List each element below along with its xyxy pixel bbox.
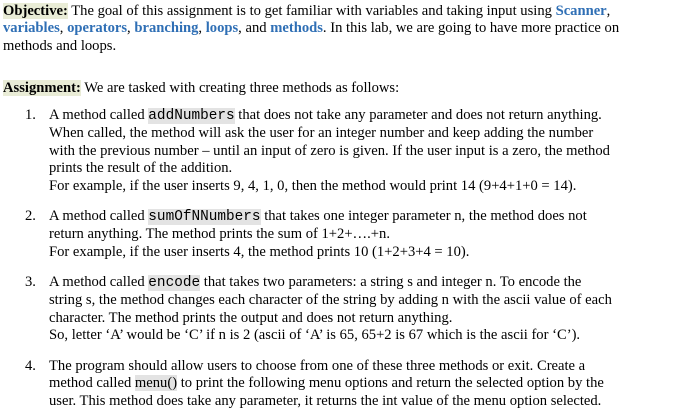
item-text: prints the result of the addition.: [49, 160, 233, 177]
keyword-loops: loops: [205, 20, 239, 37]
list-number: 1.: [25, 107, 36, 123]
item-text: that does not take any parameter and does not return anything.: [234, 107, 602, 123]
item-text: string s, the method changes each character of the string by adding n with the ascii value of each: [49, 292, 612, 309]
item-example: For example, if the user inserts 4, the method prints 10 (1+2+3+4 = 10).: [49, 243, 470, 260]
item-text: to print the following menu options and return the selected option by the: [177, 375, 604, 392]
item-text: method called: [49, 375, 135, 392]
methods-list: [3, 107, 679, 415]
keyword-variables: variables: [3, 20, 60, 37]
keyword-branching: branching: [134, 20, 199, 37]
code-menu: menu(): [134, 375, 178, 392]
list-number: 4.: [25, 358, 36, 374]
item-text: with the previous number – until an input of zero is given. If the user input is a zero, the method: [49, 142, 610, 159]
code-addNumbers: addNumbers: [148, 108, 235, 124]
keyword-operators: operators: [67, 20, 128, 37]
list-item-text: [49, 107, 679, 195]
list-item-text: [49, 208, 679, 261]
objective-line-1: [3, 3, 679, 20]
item-example: For example, if the user inserts 9, 4, 1, 0, then the method would print 14 (9+4+1+0 = 14).: [49, 177, 577, 194]
list-number: 3.: [25, 274, 36, 290]
code-encode: encode: [148, 275, 201, 291]
assignment-text: We are tasked with creating three methods as follows:: [80, 80, 400, 96]
objective-line-2: [3, 20, 679, 37]
list-item-text: [49, 358, 679, 410]
item-text: character. The method prints the output and does not return anything.: [49, 309, 453, 326]
objective-label: Objective:: [3, 3, 68, 19]
and-text: , and: [238, 20, 271, 37]
comma: ,: [198, 20, 206, 37]
item-text: The program should allow users to choose from one of these three methods or exit. Create a: [49, 358, 586, 374]
item-text: that takes two parameters: a string s and integer n. To encode the: [200, 274, 582, 290]
objective-line-3: methods and loops.: [3, 37, 117, 54]
keyword-scanner: Scanner: [555, 3, 607, 19]
item-text: A method called: [49, 274, 149, 290]
comma: ,: [606, 3, 611, 19]
item-text: user. This method does take any parameter, it returns the int value of the menu option selected.: [49, 392, 602, 409]
comma: ,: [127, 20, 135, 37]
objective-text-2: . In this lab, we are going to have more practice on: [322, 20, 620, 37]
item-text: return anything. The method prints the sum of 1+2+….+n.: [49, 226, 390, 243]
assignment-paragraph: [3, 80, 679, 97]
code-sumOfNNumbers: sumOfNNumbers: [148, 209, 261, 225]
assignment-label: Assignment:: [3, 80, 81, 96]
keyword-methods: methods: [270, 20, 323, 37]
list-item-text: [49, 274, 679, 345]
item-example: So, letter ‘A’ would be ‘C’ if n is 2 (ascii of ‘A’ is 65, 65+2 is 67 which is the ascii for ‘C’).: [49, 327, 581, 344]
item-text: When called, the method will ask the user for an integer number and keep adding the number: [49, 125, 594, 142]
item-text: A method called: [49, 107, 149, 123]
item-text: A method called: [49, 208, 149, 224]
comma: ,: [59, 20, 68, 37]
objective-paragraph: [3, 3, 679, 55]
item-text: that takes one integer parameter n, the method does not: [260, 208, 587, 224]
list-number: 2.: [25, 208, 36, 224]
objective-text-1: The goal of this assignment is to get familiar with variables and taking input using: [67, 3, 556, 19]
